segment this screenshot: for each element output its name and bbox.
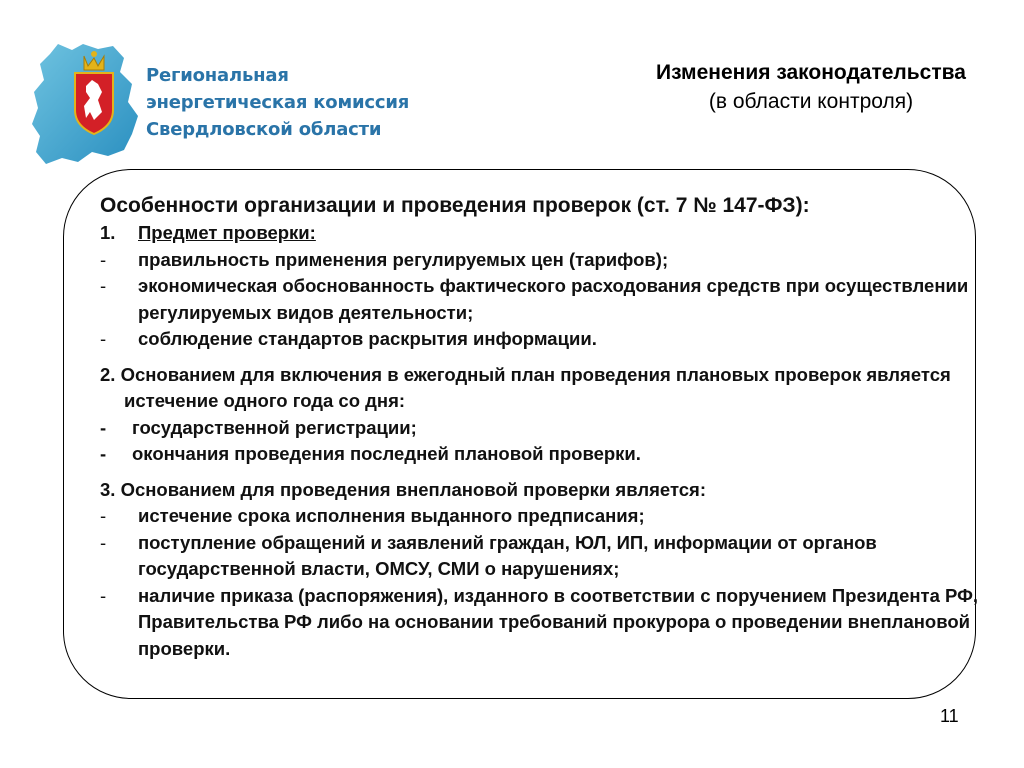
bullet-dash: - — [100, 275, 107, 296]
bullet-dash: - — [100, 531, 107, 553]
slide-header — [596, 58, 1024, 116]
section-2-text: 2. Основанием для включения в ежегодный план проведения плановых проверок является истечение одного года со дня: — [100, 363, 951, 411]
slide-title: Изменения законодательства — [656, 61, 966, 84]
organization-name — [146, 62, 409, 143]
slide-content — [100, 191, 980, 662]
list-item-text: наличие приказа (распоряжения), изданного в соответствии с поручением Президента РФ, Правительства РФ либо на основании требований прокурора о проведении внеплановой проверки. — [138, 584, 979, 659]
list-item — [100, 441, 980, 468]
org-name-line-1: Региональная — [146, 65, 289, 86]
bullet-dash: - — [100, 443, 107, 464]
list-item-text: поступление обращений и заявлений граждан, ЮЛ, ИП, информации от органов государственной власти, ОМСУ, СМИ о нарушениях; — [138, 531, 877, 579]
list-item-text: государственной регистрации; — [132, 416, 417, 438]
section-1-number: 1. — [100, 222, 116, 243]
slide-number: 11 — [940, 706, 959, 726]
org-name-line-3: Свердловской области — [146, 119, 382, 140]
section-1-header — [100, 220, 980, 247]
bullet-dash: - — [100, 416, 107, 438]
list-item — [100, 273, 980, 326]
list-item — [100, 247, 980, 274]
coat-of-arms-shield-icon — [75, 73, 113, 134]
list-item — [100, 530, 980, 583]
bullet-dash: - — [100, 505, 107, 526]
content-heading: Особенности организации и проведения проверок (ст. 7 № 147-ФЗ): — [100, 194, 810, 217]
section-1-label: Предмет проверки: — [138, 222, 316, 243]
list-item-text: окончания проведения последней плановой проверки. — [132, 443, 641, 464]
list-item — [100, 583, 980, 663]
slide-subtitle: (в области контроля) — [708, 90, 914, 113]
list-item-text: экономическая обоснованность фактического расходования средств при осуществлении регулируемых видов деятельности; — [138, 275, 969, 323]
section-3-text: 3. Основанием для проведения внеплановой проверки является: — [100, 478, 707, 500]
list-item — [100, 503, 980, 530]
bullet-dash: - — [100, 248, 107, 270]
bullet-dash: - — [100, 584, 107, 606]
list-item — [100, 415, 980, 442]
list-item-text: соблюдение стандартов раскрытия информации. — [138, 328, 597, 349]
list-item — [100, 326, 980, 353]
list-item-text: правильность применения регулируемых цен (тарифов); — [138, 248, 669, 270]
bullet-dash: - — [100, 328, 107, 349]
region-logo-icon — [28, 40, 140, 166]
list-item-text: истечение срока исполнения выданного предписания; — [138, 505, 645, 526]
org-name-line-2: энергетическая комиссия — [146, 92, 410, 113]
